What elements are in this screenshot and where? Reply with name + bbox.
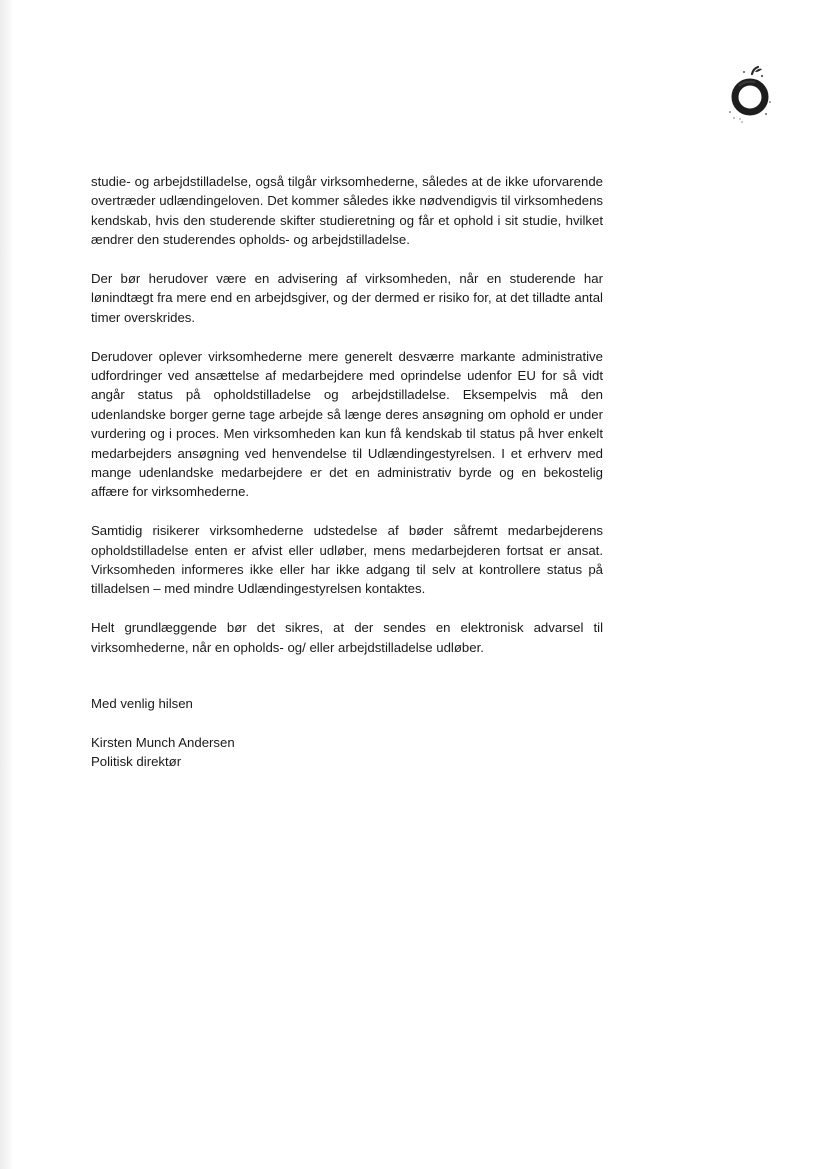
- signature-title: Politisk direktør: [91, 754, 182, 770]
- paragraph-electronic-warning: Helt grundlæggende bør det sikres, at der sendes en elektronisk advarsel til virksomhederne, når en opholds- og/ eller arbejdstilladelse udløber.: [91, 620, 603, 655]
- signature-block: [91, 733, 603, 772]
- paragraph-fines-risk: Samtidig risikerer virksomhederne udstedelse af bøder såfremt medarbejderens opholdstilladelse enten er afvist eller udløber, mens medarbejderen fortsat er ansat. Virksomheden informeres ikke eller har ikke adgang til selv at kontrollere status på tilladelsen – med mindre Udlændingestyrelsen kontaktes.: [91, 523, 603, 597]
- paragraph-income-advisory: Der bør herudover være en advisering af virksomheden, når en studerende har lønindtægt fra mere end en arbejdsgiver, og der dermed er risiko for, at det tilladte antal timer overskrides.: [91, 271, 603, 325]
- letter-body: [91, 172, 603, 772]
- paragraph-student-permit: studie- og arbejdstilladelse, også tilgår virksomhederne, således at de ikke uforvarende overtræder udlændingeloven. Det kommer således ikke nødvendigvis til virksomhedens kendskab, hvis den studerende skifter studieretning og får et ophold i sit studie, hvilket ændrer den studerendes opholds- og arbejdstilladelse.: [91, 174, 603, 248]
- paragraph-administrative-challenges: Derudover oplever virksomhederne mere generelt desværre markante administrative udfordringer ved ansættelse af medarbejdere med oprindelse udenfor EU for så vidt angår status på opholdstilladelse og arbejdstilladelse. Eksempelvis må den udenlandske borger gerne tage arbejde så længe deres ansøgning om ophold er under vurdering og i proces. Men virksomheden kan kun få kendskab til status på hver enkelt medarbejders ansøgning ved henvendelse til Udlændingestyrelsen. I et erhverv med mange udenlandske medarbejdere er det en administrativ byrde og en bekostelig affære for virksomhederne.: [91, 348, 603, 500]
- scan-edge-shadow: [0, 0, 14, 1169]
- signature-name: Kirsten Munch Andersen: [91, 734, 235, 750]
- organization-logo-icon: [722, 62, 778, 126]
- closing-greeting: Med venlig hilsen: [91, 696, 193, 712]
